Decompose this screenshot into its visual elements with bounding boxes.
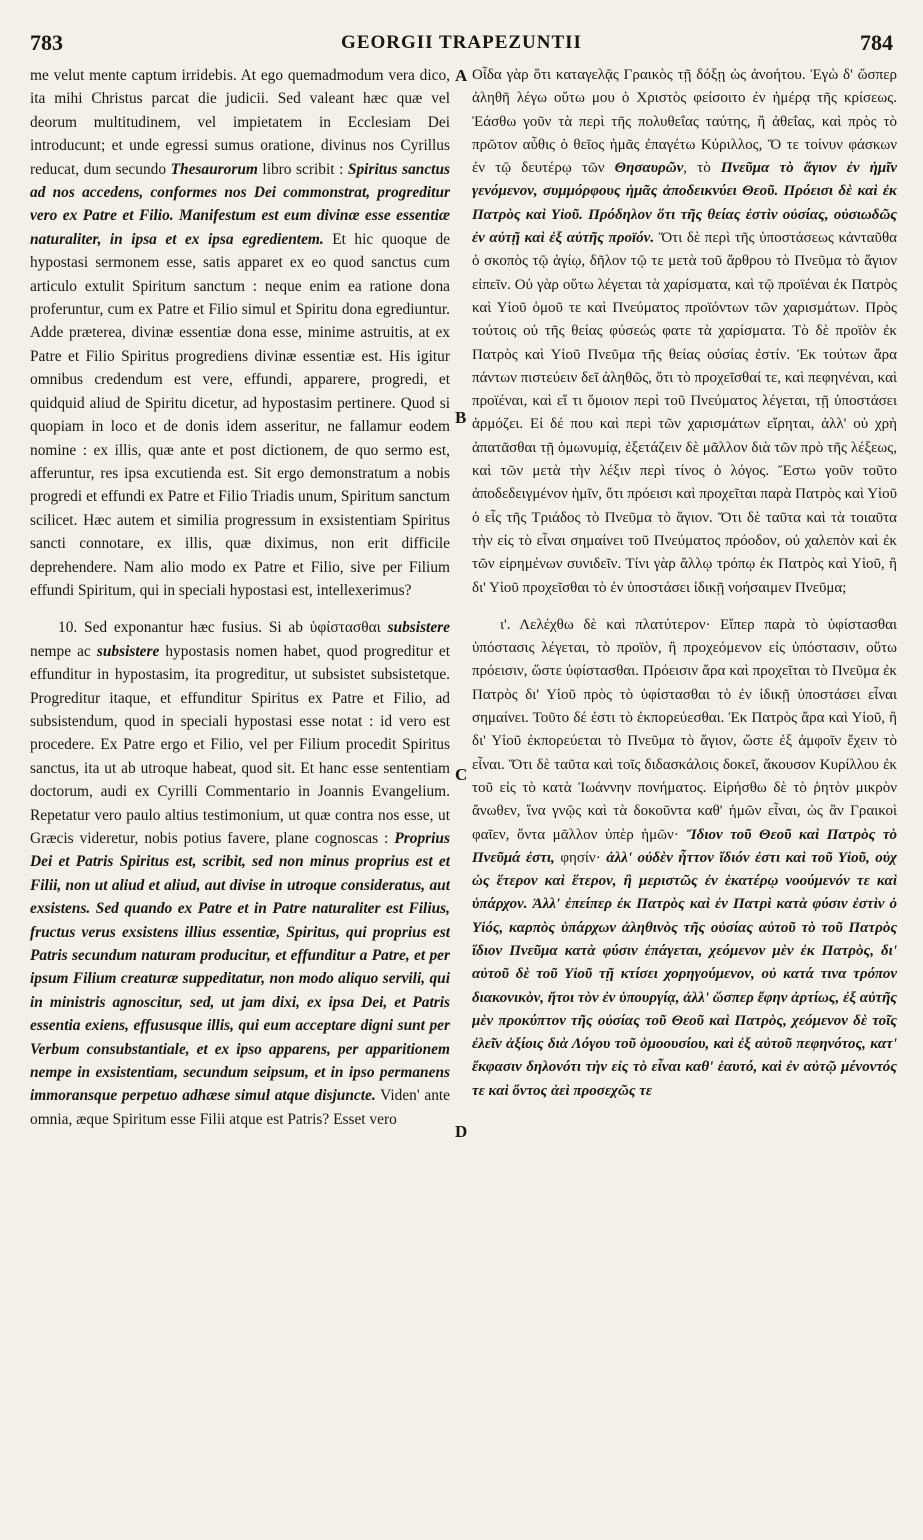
page-number-left: 783	[30, 30, 63, 55]
margin-letter-c: C	[455, 765, 468, 784]
latin-paragraph-2: 10. Sed exponantur hæc fusius. Si ab ὑφίστασθαι subsistere nempe ac subsistere hypostasis nomen habet, quod progreditur et effunditur in hypostasim, ita progreditur, ut subsistet subsistetque. Progreditur itaque, et effunditur Spiritus ex Patre et Filio, ad subsistendum, quod in speciali hypostasi esse notat : id vero est procedere. Ex Patre ergo et Filio, vel per Filium procedit Spiritus sanctus, ita ut ab utroque habeat, quod sit. Et hanc esse sententiam doctorum, audi ex Cyrilli Commentario in Joannis Evangelium. Repetatur vero paulo altius testimonium, ut quæ contra nos esse, ut Græcis videretur, nobis potius favere, plane cognoscas : Proprius Dei et Patris Spiritus est, scribit, sed non minus proprius est et Filii, non ut aliud et aliud, aut divise in utroque consideratus, aut exsistens. Sed quando ex Patre et in Patre naturaliter est Filius, fructus verus exsistens illius essentiæ, Spiritus, qui proprius est Patris secundum naturam producitur, et effunditur a Patre, et per ipsum Filium creaturæ suppeditatur, non modo aliquo servili, qui in ministris agnoscitur, sed, ut jam dixi, ex ipsa Dei, et Patris essentia exiens, effususque illis, qui eum acceptare digni sunt per Verbum consubstantiale, et ex ipso apparens, per apparitionem nempe in exsistentiam, secundum seipsum, et in ipso permanens immoransque perpetuo adhæse simul atque disjuncte. Viden' ante omnia, æque Spiritum esse Filii atque est Patris? Esset vero	[30, 619, 450, 1128]
page-number-right: 784	[860, 30, 893, 55]
running-title: GEORGII TRAPEZUNTII	[341, 32, 582, 53]
margin-letter-d: D	[455, 1122, 468, 1141]
margin-letter-b: B	[455, 408, 467, 427]
latin-column	[30, 64, 450, 1534]
latin-paragraph-1: me velut mente captum irridebis. At ego quemadmodum vera dico, ita mihi Christus parcat die judicii. Sed valeant hæc quæ vel deorum multitudinem, vel impietatem in Ecclesiam Dei introducunt; et unde egressi sumus oratione, divinus nos Cyrillus reducat, dum secundo Thesaurorum libro scribit : Spiritus sanctus ad nos accedens, conformes nos Dei commonstrat, progreditur vero ex Patre et Filio. Manifestum est eum divinæ esse essentiæ naturaliter, in ipsa et ex ipsa egredientem. Et hic quoque de hypostasi sermonem esse, satis apparet ex eo quod sanctus cum articulo extulit Spiritum sanctum : neque enim ea ratione dona proferuntur, cum ex Patre et Filio simul et Spiritu dona egrediuntur. Adde præterea, divinæ essentiæ dona esse, minime astruitis, at ex Patre et Filio Spiritus progrediens divinæ essentiæ est. His igitur omnibus credendum est vere, effundi, apparere, progredi, et quidquid aliud de Spiritu dicetur, ad hypostasim pertinere. Quod si quopiam in loco et de donis idem asseritur, ne fallamur eodem nomine : ex illis, quæ ante et post dictionem, de quo sermo est, afferuntur, res ipsa excutienda est. Sit ergo demonstratum a nobis progredi et effundi ex Patre et Filio Triadis unum, Spiritum sanctum scilicet. Hæc autem et similia progressum in exsistentiam Spiritus sancti connotare, ex illis, quæ diximus, non erit difficile deprehendere. Nam alio modo ex Patre et Filio, sive per Filium effundi Spiritum, qui in speciali hypostasi est, intellexerimus?	[30, 67, 450, 599]
greek-column	[472, 64, 897, 1534]
greek-paragraph-2: ι'. Λελέχθω δὲ καὶ πλατύτερον· Εἴπερ παρὰ τὸ ὑφίστασθαι ὑπόστασις λέγεται, τὸ προϊὸν, ἢ προχεόμενον εἰς ὑπόστασιν, οὕτω πρόεισιν, ὥστε ὑφίστασθαι. Πρόεισιν ἄρα καὶ προχεῖται τὸ Πνεῦμα ἐκ Πατρὸς δι' Υἱοῦ πρὸς τὸ ὑφίστασθαι τὸ ἐν ἰδικῇ ὑποστάσει εἶναι σημαίνει. Τοῦτο δέ ἐστι τὸ ἐκπορεύεσθαι. Ἐκ Πατρὸς ἄρα καὶ Υἱοῦ, ἢ δι' Υἱοῦ ἐκπορεύεται τὸ Πνεῦμα τὸ ἅγιον, ὥστε ἐξ ἀμφοῖν ἔχειν τὸ εἶναι. Ὅτι δὲ ταῦτα καὶ τοῖς διδασκάλοις δοκεῖ, ἄκουσον Κυρίλλου ἐκ τοῦ εἰς τὸ κατὰ Ἰωάννην πονήματος. Εἰρήσθω δὲ τὸ ῥητὸν μικρὸν ἄνωθεν, ἵνα γνῷς καὶ τὰ δοκοῦντα καθ' ἡμῶν εἶναι, ὡς ἂν Γραικοὶ φαῖεν, ὄντα μᾶλλον ὑπὲρ ἡμῶν· Ἴδιον τοῦ Θεοῦ καὶ Πατρὸς τὸ Πνεῦμά ἐστι, φησίν· ἀλλ' οὐδὲν ἧττον ἴδιόν ἐστι καὶ τοῦ Υἱοῦ, οὐχ ὡς ἕτερον καὶ ἕτερον, ἢ μεριστῶς ἐν ἑκατέρῳ νοούμενόν τε καὶ ὑπάρχον. Ἀλλ' ἐπείπερ ἐκ Πατρὸς καὶ ἐν Πατρὶ κατὰ φύσιν ἐστὶν ὁ Υἱός, καρπὸς ὑπάρχων ἀληθινὸς τῆς οὐσίας αὐτοῦ τὸ τοῦ Πατρὸς ἴδιον Πνεῦμα κατὰ φύσιν ἐπάγεται, χεόμενον μὲν ἐκ Πατρὸς, δι' αὐτοῦ δὲ τοῦ Υἱοῦ τῇ κτίσει χορηγούμενον, οὐ κατά τινα τρόπον διακονικὸν, ἤτοι τὸν ἐν ὑπουργίᾳ, ἀλλ' ὥσπερ ἔφην ἀρτίως, ἐξ αὐτῆς μὲν προκύπτον τῆς οὐσίας τοῦ Θεοῦ καὶ Πατρὸς, χεόμενον δὲ τοῖς ἐλεῖν ἀξίοις διὰ Λόγου τοῦ ὁμοουσίου, καὶ ἐξ αὐτοῦ πεφηνότος, κατ' ἔκφασιν δηλονότι τὴν εἰς τὸ εἶναι καθ' ἑαυτό, καὶ ἐν αὐτῷ μένοντός τε καὶ ὄντος ἀεὶ προσεχῶς τε	[472, 616, 897, 1099]
margin-letter-a: A	[455, 66, 468, 85]
page-header	[30, 28, 893, 58]
greek-paragraph-1: Οἶδα γὰρ ὅτι καταγελᾷς Γραικὸς τῇ δόξῃ ὡς ἀνοήτου. Ἐγὼ δ' ὥσπερ ἀληθῆ λέγω οὕτω μου ὁ Χριστὸς φείσοιτο ἐν ἡμέρᾳ τῆς κρίσεως. Ἐάσθω γοῦν τὰ περὶ τῆς πολυθεΐας ταύτης, ἢ ἀθεΐας, καὶ πρὸς τὸ πρῶτον αὖθις ὁ θεῖος ἡμᾶς ἐπαγέτω Κύριλλος, Ὅ τε τοίνυν φάσκων ἐν τῷ δευτέρῳ τῶν Θησαυρῶν, τὸ Πνεῦμα τὸ ἅγιον ἐν ἡμῖν γενόμενον, συμμόρφους ἡμᾶς ἀποδεικνύει Θεοῦ. Πρόεισι δὲ καὶ ἐκ Πατρὸς καὶ Υἱοῦ. Πρόδηλον ὅτι τῆς θείας ἐστὶν οὐσίας, οὐσιωδῶς ἐν αὐτῇ καὶ ἐξ αὐτῆς προϊόν. Ὅτι δὲ περὶ τῆς ὑποστάσεως κἀνταῦθα ὁ σκοπὸς τῷ ἁγίῳ, δῆλον τῷ τε μετὰ τοῦ ἄρθρου τὸ Πνεῦμα τὸ ἅγιον εἰπεῖν. Οὐ γὰρ οὕτω λέγεται τὰ χαρίσματα, καὶ τῷ προϊέναι ἐκ Πατρὸς καὶ Υἱοῦ ὁμοῦ τε καὶ Πνεύματος προϊόντων τῶν χαρισμάτων. Πρὸς τούτοις οὐ τῆς θείας φύσεώς φατε τὰ χαρίσματα. Τὸ δὲ προϊὸν ἐκ Πατρὸς καὶ Υἱοῦ Πνεῦμα τῆς θείας οὐσίας ἐστίν. Ἐκ τούτων ἄρα πάντων πιστεύειν δεῖ ἀληθῶς, ὅτι τὸ προχεῖσθαί τε, καὶ πεφηνέναι, καὶ προϊέναι, καὶ εἴ τι ὅμοιον περὶ τοῦ Πνεύματος λέγεται, τῇ ὑποστάσει ἁρμόζει. Εἰ δέ που καὶ περὶ τῶν χαρισμάτων εἴρηται, ἀλλ' οὐ χρὴ ἀπατᾶσθαι τῇ ὁμωνυμίᾳ, ἐξετάζειν δὲ μᾶλλον διὰ τῶν πρὸ τῆς λέξεως, καὶ τῶν μετὰ τὴν λέξιν περὶ τίνος ὁ λόγος. Ἔστω γοῦν τοῦτο ἀποδεδειγμένον ἡμῖν, ὅτι πρόεισι καὶ προχεῖται παρὰ Πατρὸς καὶ Υἱοῦ ὁ εἷς τῆς Τριάδος τὸ Πνεῦμα τὸ ἅγιον. Ὅτι δὲ ταῦτα καὶ τὰ τοιαῦτα τὴν εἰς τὸ εἶναι σημαίνει τοῦ Πνεύματος πρόοδον, οὐ χαλεπὸν καὶ ἐκ τῶν εἰρημένων συνιδεῖν. Τίνι γὰρ ἄλλῳ τρόπῳ ἐκ Πατρὸς καὶ Υἱοῦ, ἢ δι' Υἱοῦ προχεῖσθαι τὸ ἐν ὑποστάσει ἰδικῇ νοήσαιμεν Πνεῦμα;	[472, 67, 897, 596]
